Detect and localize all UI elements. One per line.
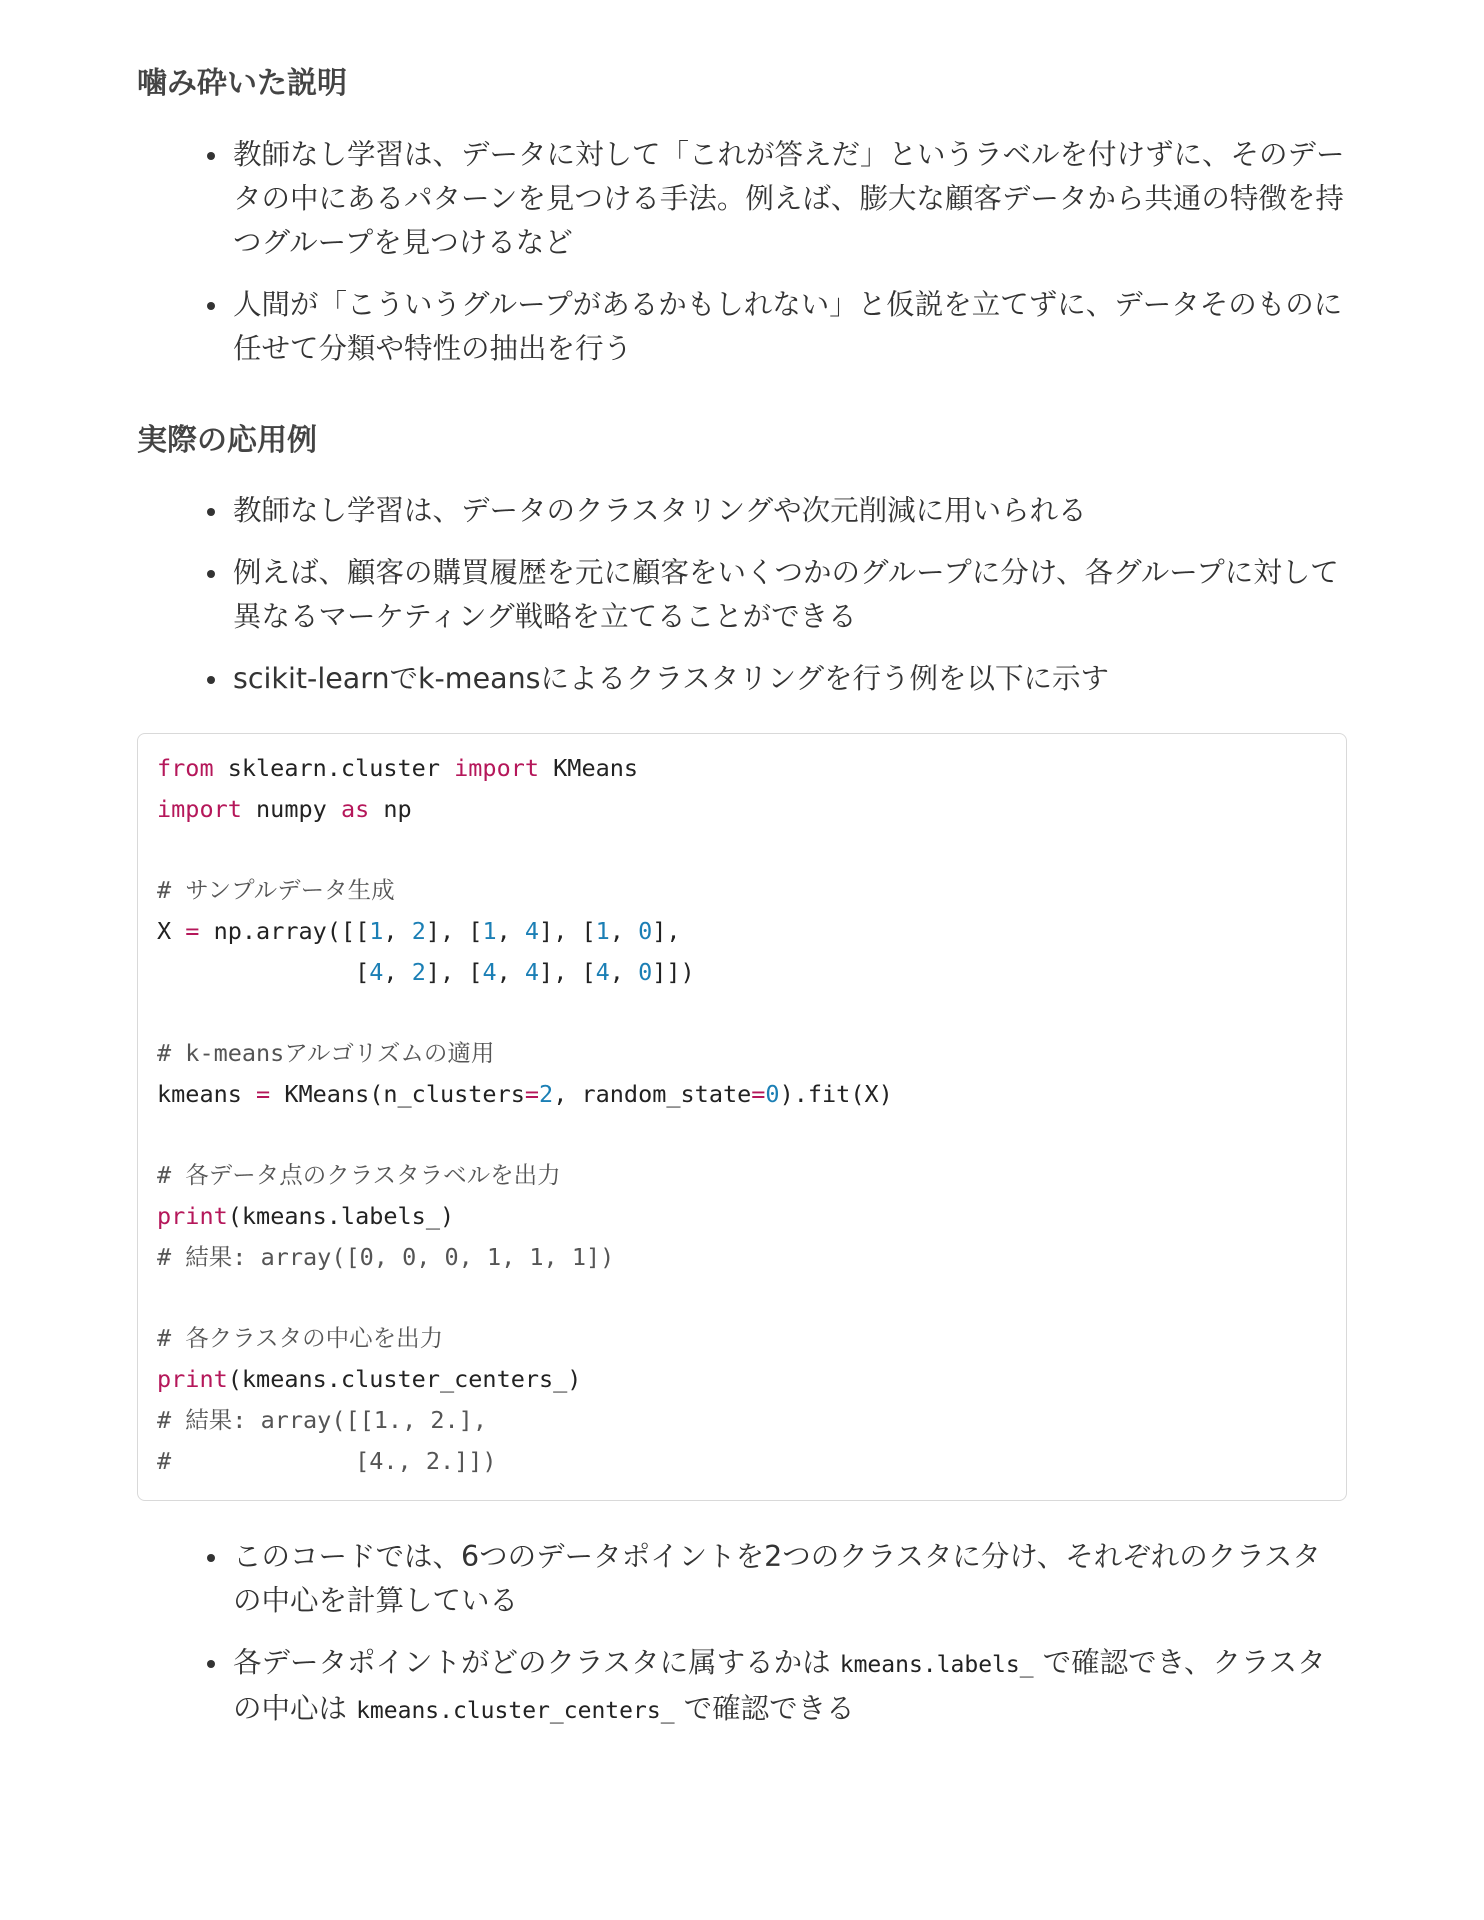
operator: = [185, 917, 200, 945]
number: 4 [524, 917, 540, 945]
number: 1 [369, 917, 384, 945]
code-comment: # k-meansアルゴリズムの適用 [157, 1039, 495, 1067]
number: 4 [524, 958, 540, 986]
number: 2 [411, 917, 426, 945]
inline-code: kmeans.labels_ [839, 1652, 1034, 1678]
number: 0 [638, 917, 653, 945]
code-line [157, 1200, 454, 1232]
code-line [157, 793, 412, 825]
list-item: 教師なし学習は、データに対して「これが答えだ」というラベルを付けずに、そのデータの中にあるパターンを見つける手法。例えば、膨大な顧客データから共通の特徴を持つグループを見つけるなど [233, 133, 1349, 265]
section-heading-explanation: 噛み砕いた説明 [137, 66, 347, 101]
operator: = [751, 1080, 766, 1108]
code-block [137, 733, 1347, 1501]
code-text: KMeans [539, 754, 639, 782]
list-item: scikit-learnでk-meansによるクラスタリングを行う例を以下に示す [233, 657, 1349, 701]
list-item [233, 1641, 1349, 1733]
number: 0 [638, 958, 653, 986]
code-text: ).fit(X) [779, 1080, 893, 1108]
number: 2 [539, 1080, 554, 1108]
keyword: import [454, 754, 540, 782]
number: 4 [369, 958, 384, 986]
code-line [157, 1363, 581, 1395]
code-comment: # 結果: array([[1., 2.], [157, 1406, 487, 1434]
summary-list [137, 1535, 1349, 1751]
code-line: [4, 2], [4, 4], [4, 0]]) [157, 958, 695, 986]
number: 0 [765, 1080, 780, 1108]
keyword: import [157, 795, 242, 823]
list-item: 教師なし学習は、データのクラスタリングや次元削減に用いられる [233, 489, 1349, 533]
code-comment: # サンプルデータ生成 [157, 876, 395, 904]
code-comment: # 各データ点のクラスタラベルを出力 [157, 1161, 561, 1189]
code-comment: # 各クラスタの中心を出力 [157, 1324, 444, 1352]
number: 1 [595, 917, 610, 945]
code-text: kmeans [157, 1080, 257, 1108]
number: 4 [482, 958, 497, 986]
number: 1 [482, 917, 497, 945]
list-item: 人間が「こういうグループがあるかもしれない」と仮説を立てずに、データそのものに任せて分類や特性の抽出を行う [233, 283, 1349, 371]
code-comment: # [4., 2.]]) [157, 1447, 497, 1475]
keyword: as [340, 795, 370, 823]
code-text: numpy [241, 795, 341, 823]
code-line [157, 752, 638, 784]
code-text: KMeans(n_clusters [270, 1080, 525, 1108]
code-text: X [157, 917, 186, 945]
number: 2 [411, 958, 426, 986]
code-text: sklearn.cluster [213, 754, 455, 782]
keyword: from [157, 754, 214, 782]
text: で確認できる [674, 1692, 855, 1725]
applications-list [137, 489, 1349, 719]
explanation-list [137, 133, 1349, 389]
keyword: print [157, 1365, 228, 1393]
text: で確認でき、クラスタの中心は [233, 1646, 1326, 1725]
code-line [157, 1078, 893, 1110]
text: 各データポイントがどのクラスタに属するかは [233, 1646, 840, 1679]
number: 4 [595, 958, 610, 986]
list-item: このコードでは、6つのデータポイントを2つのクラスタに分け、それぞれのクラスタの中心を計算している [233, 1535, 1349, 1623]
operator: = [256, 1080, 271, 1108]
code-text: , random_state [553, 1080, 752, 1108]
operator: = [524, 1080, 540, 1108]
code-line: X = np.array([[1, 2], [1, 4], [1, 0], [157, 917, 681, 945]
list-item: 例えば、顧客の購買履歴を元に顧客をいくつかのグループに分け、各グループに対して異なるマーケティング戦略を立てることができる [233, 551, 1349, 639]
code-comment: # 結果: array([0, 0, 0, 1, 1, 1]) [157, 1243, 615, 1271]
code-text: np.array([[ [199, 917, 370, 945]
code-text: (kmeans.labels_) [227, 1202, 455, 1230]
inline-code: kmeans.cluster_centers_ [356, 1698, 675, 1724]
keyword: print [157, 1202, 228, 1230]
code-text: np [369, 795, 412, 823]
code-text: (kmeans.cluster_centers_) [227, 1365, 582, 1393]
section-heading-applications: 実際の応用例 [137, 423, 317, 458]
